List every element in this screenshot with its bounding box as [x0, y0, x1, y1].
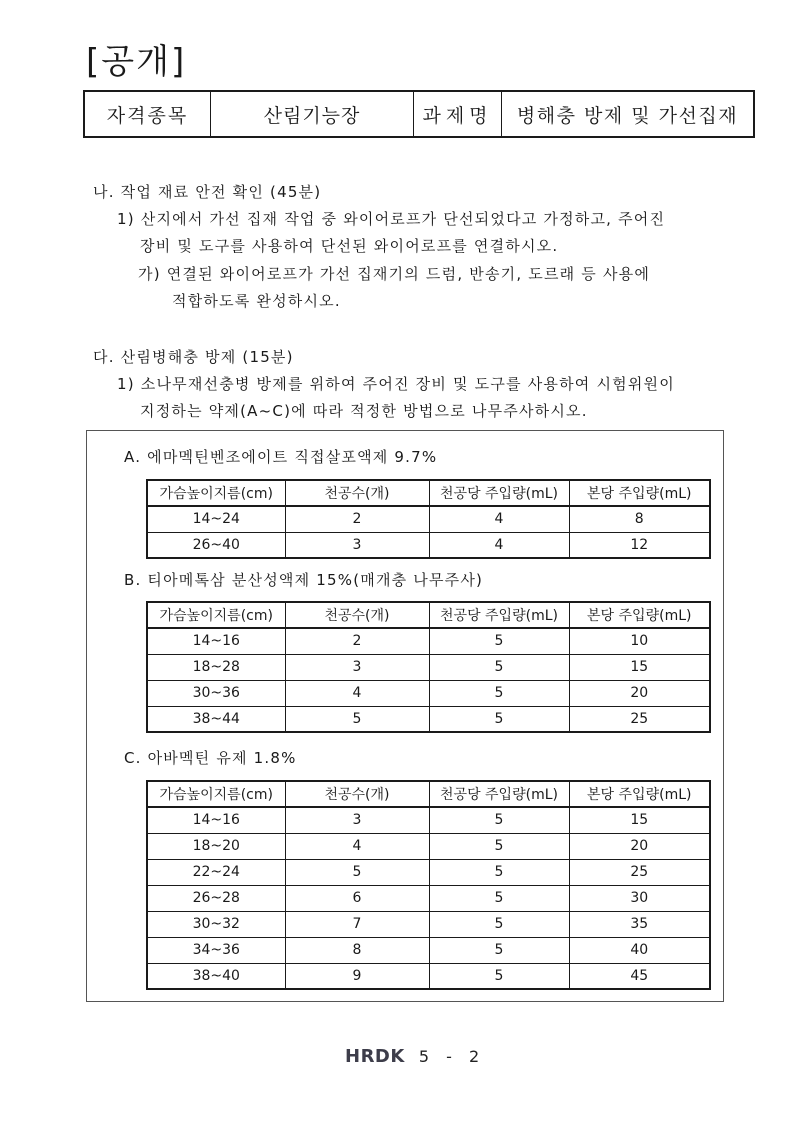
- table-cell: 5: [429, 706, 569, 732]
- table-cell: 30~32: [147, 911, 285, 937]
- table-row: [147, 706, 710, 732]
- column-header: 천공당 주입량(mL): [429, 480, 569, 506]
- table-cell: 30: [569, 885, 710, 911]
- table-cell: 38~44: [147, 706, 285, 732]
- section-na-sub1-line2: 적합하도록 완성하시오.: [172, 292, 341, 310]
- table-cell: 6: [285, 885, 429, 911]
- table-header-row: [147, 781, 710, 807]
- table-cell: 3: [285, 532, 429, 558]
- column-header: 가슴높이지름(cm): [147, 480, 285, 506]
- table-cell: 4: [285, 680, 429, 706]
- table-cell: 25: [569, 706, 710, 732]
- table-cell: 2: [285, 506, 429, 532]
- task-value: 병해충 방제 및 가선집재: [516, 104, 739, 127]
- column-header: 가슴높이지름(cm): [147, 602, 285, 628]
- table-row: [147, 937, 710, 963]
- table-cell: 3: [285, 654, 429, 680]
- table-row: [147, 833, 710, 859]
- table-cell: 10: [569, 628, 710, 654]
- table-cell: 34~36: [147, 937, 285, 963]
- table-cell: 5: [429, 833, 569, 859]
- page-footer: [345, 1046, 485, 1067]
- table-a-title: A. 에마멕틴벤조에이트 직접살포액제 9.7%: [124, 448, 438, 466]
- table-cell: 8: [569, 506, 710, 532]
- table-row: [147, 859, 710, 885]
- table-cell: 14~16: [147, 807, 285, 833]
- table-cell: 5: [429, 628, 569, 654]
- table-cell: 5: [429, 654, 569, 680]
- section-na-title: 나. 작업 재료 안전 확인 (45분): [93, 183, 322, 201]
- table-b-title: B. 티아메톡삼 분산성액제 15%(매개충 나무주사): [124, 571, 484, 589]
- table-cell: 8: [285, 937, 429, 963]
- table-row: [147, 885, 710, 911]
- table-cell: 12: [569, 532, 710, 558]
- task-label: 과제명: [414, 92, 502, 136]
- table-cell: 22~24: [147, 859, 285, 885]
- table-cell: 5: [429, 807, 569, 833]
- table-cell: 25: [569, 859, 710, 885]
- dosage-table-c: [146, 780, 711, 990]
- table-cell: 4: [285, 833, 429, 859]
- column-header: 천공수(개): [285, 602, 429, 628]
- qualification-value: 산림기능장: [211, 92, 414, 136]
- table-cell: 15: [569, 654, 710, 680]
- section-da-item1-line2: 지정하는 약제(A~C)에 따라 적정한 방법으로 나무주사하시오.: [140, 402, 588, 420]
- exam-header-table: [83, 90, 755, 138]
- column-header: 천공수(개): [285, 781, 429, 807]
- dosage-table-b: [146, 601, 711, 733]
- section-da-item1-line1: 1) 소나무재선충병 방제를 위하여 주어진 장비 및 도구를 사용하여 시험위원이: [117, 375, 675, 393]
- table-cell: 4: [429, 532, 569, 558]
- dosage-table-a: [146, 479, 711, 559]
- table-cell: 20: [569, 833, 710, 859]
- table-cell: 5: [285, 706, 429, 732]
- table-header-row: [147, 480, 710, 506]
- section-da-title: 다. 산림병해충 방제 (15분): [93, 348, 294, 366]
- section-na-item1-line1: 1) 산지에서 가선 집재 작업 중 와이어로프가 단선되었다고 가정하고, 주어진: [117, 210, 666, 228]
- table-cell: 26~28: [147, 885, 285, 911]
- table-cell: 18~20: [147, 833, 285, 859]
- column-header: 천공당 주입량(mL): [429, 602, 569, 628]
- table-cell: 5: [285, 859, 429, 885]
- table-cell: 5: [429, 937, 569, 963]
- table-cell: 2: [285, 628, 429, 654]
- table-cell: 5: [429, 963, 569, 989]
- table-row: [147, 807, 710, 833]
- table-row: [147, 911, 710, 937]
- table-cell: 15: [569, 807, 710, 833]
- table-cell: 3: [285, 807, 429, 833]
- table-cell: 38~40: [147, 963, 285, 989]
- table-row: [147, 532, 710, 558]
- table-cell: 30~36: [147, 680, 285, 706]
- table-cell: 5: [429, 859, 569, 885]
- column-header: 본당 주입량(mL): [569, 602, 710, 628]
- table-cell: 20: [569, 680, 710, 706]
- table-cell: 4: [429, 506, 569, 532]
- table-cell: 14~24: [147, 506, 285, 532]
- table-row: [147, 680, 710, 706]
- table-cell: 18~28: [147, 654, 285, 680]
- column-header: 본당 주입량(mL): [569, 480, 710, 506]
- table-cell: 5: [429, 885, 569, 911]
- chemical-dosage-box: [86, 430, 724, 1002]
- table-row: [147, 963, 710, 989]
- table-cell: 26~40: [147, 532, 285, 558]
- table-row: [147, 654, 710, 680]
- table-cell: 5: [429, 911, 569, 937]
- qualification-label: 자격종목: [85, 92, 211, 136]
- table-cell: 40: [569, 937, 710, 963]
- hrdk-logo: HRDK: [345, 1046, 405, 1067]
- column-header: 가슴높이지름(cm): [147, 781, 285, 807]
- table-cell: 35: [569, 911, 710, 937]
- table-header-row: [147, 602, 710, 628]
- page-number: 5 - 2: [418, 1047, 486, 1066]
- table-cell: 45: [569, 963, 710, 989]
- public-tag: [공개]: [86, 42, 187, 82]
- table-row: [147, 628, 710, 654]
- table-row: [147, 506, 710, 532]
- column-header: 천공수(개): [285, 480, 429, 506]
- table-cell: 5: [429, 680, 569, 706]
- column-header: 본당 주입량(mL): [569, 781, 710, 807]
- table-cell: 14~16: [147, 628, 285, 654]
- table-c-title: C. 아바멕틴 유제 1.8%: [124, 749, 297, 767]
- column-header: 천공당 주입량(mL): [429, 781, 569, 807]
- section-na-sub1-line1: 가) 연결된 와이어로프가 가선 집재기의 드럼, 반송기, 도르래 등 사용에: [138, 265, 651, 283]
- section-na-item1-line2: 장비 및 도구를 사용하여 단선된 와이어로프를 연결하시오.: [140, 237, 559, 255]
- table-cell: 7: [285, 911, 429, 937]
- table-cell: 9: [285, 963, 429, 989]
